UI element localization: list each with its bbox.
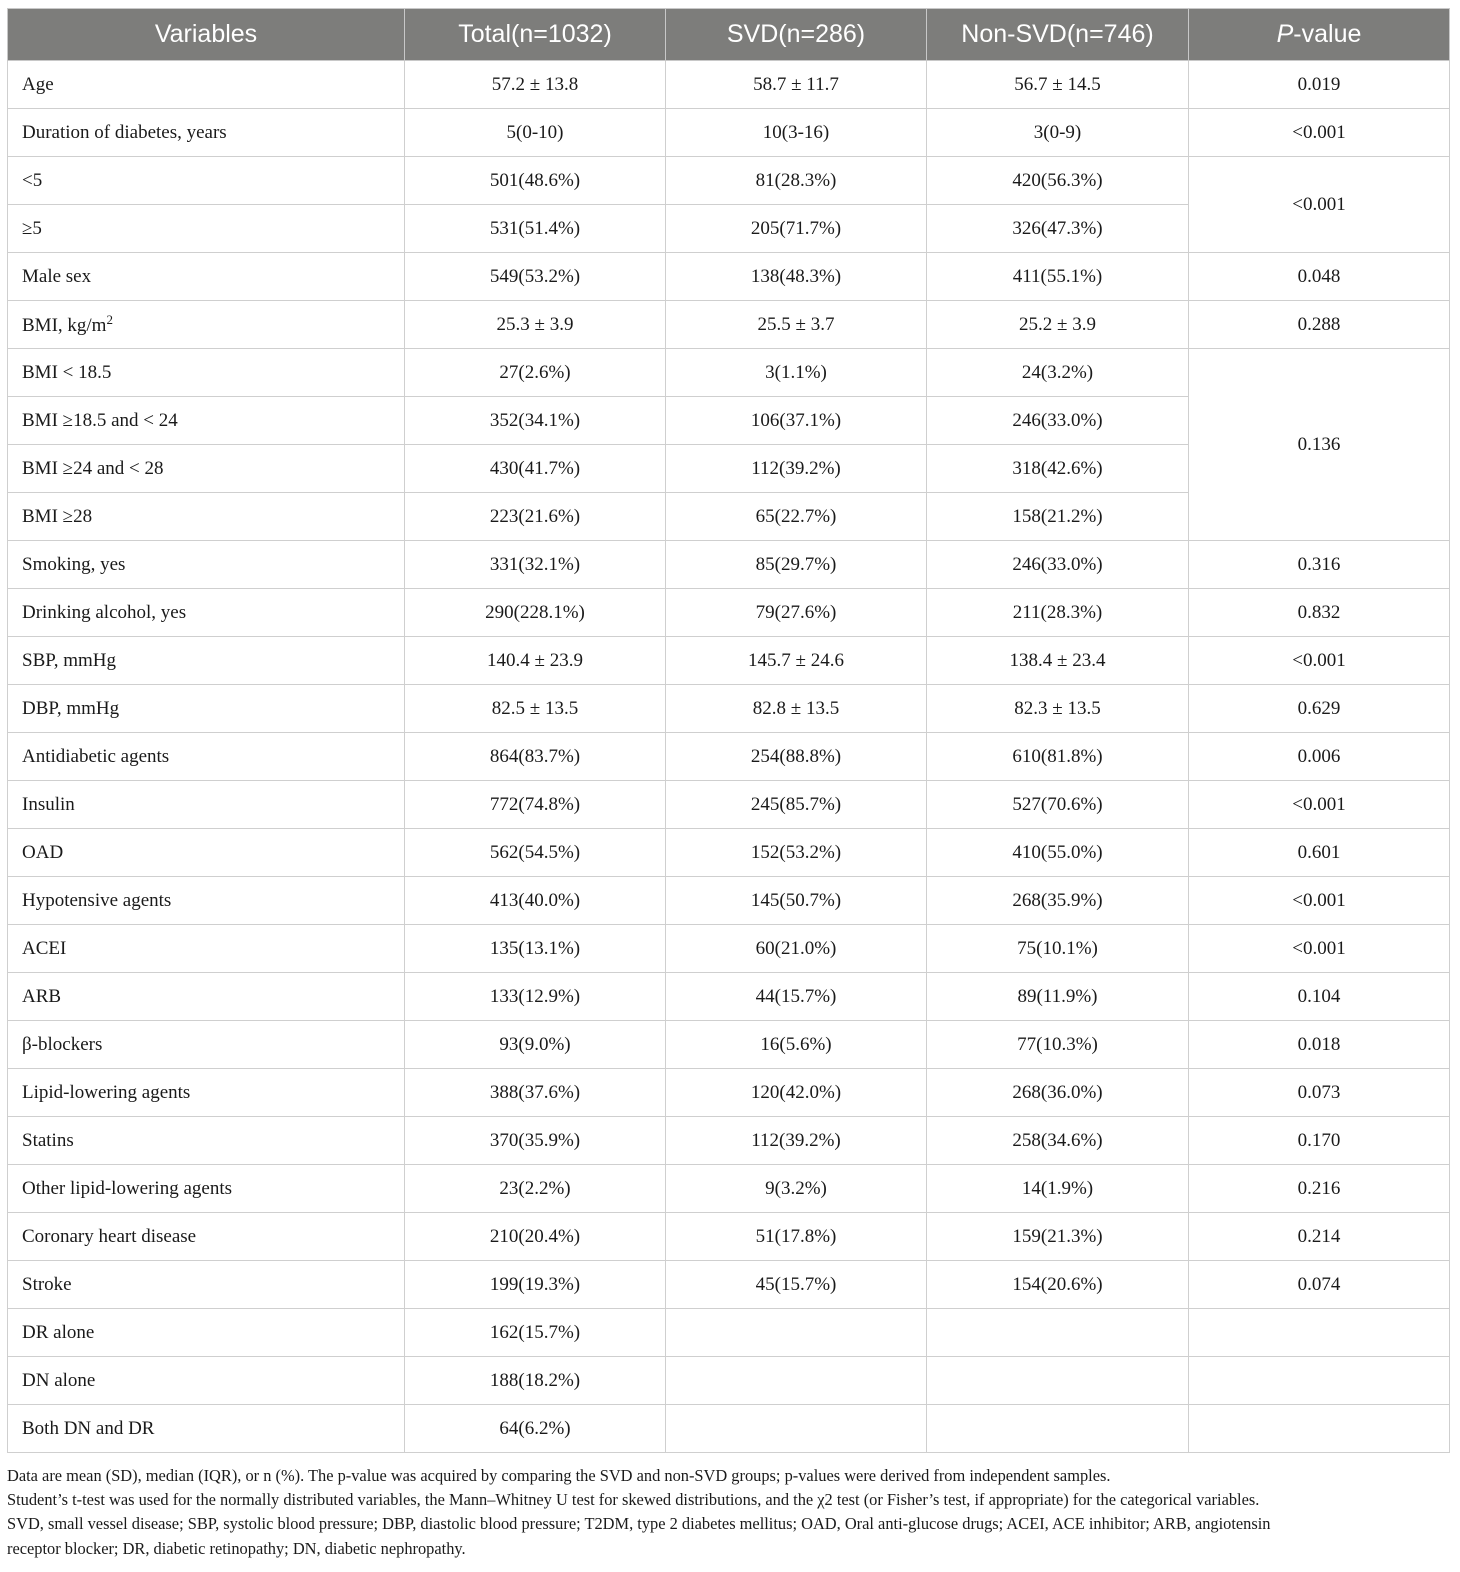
cell-p-value: <0.001 xyxy=(1189,157,1450,253)
table-row xyxy=(8,1165,1450,1213)
cell-total: 772(74.8%) xyxy=(405,781,666,829)
table-row xyxy=(8,781,1450,829)
table-row xyxy=(8,589,1450,637)
cell-non-svd: 527(70.6%) xyxy=(927,781,1189,829)
header-p-rest: -value xyxy=(1293,20,1362,48)
cell-svd: 152(53.2%) xyxy=(666,829,927,877)
cell-non-svd: 326(47.3%) xyxy=(927,205,1189,253)
cell-svd: 44(15.7%) xyxy=(666,973,927,1021)
cell-variable: ARB xyxy=(8,973,405,1021)
cell-p-value: <0.001 xyxy=(1189,781,1450,829)
cell-variable: Lipid-lowering agents xyxy=(8,1069,405,1117)
cell-non-svd: 246(33.0%) xyxy=(927,541,1189,589)
cell-variable: ≥5 xyxy=(8,205,405,253)
cell-total: 135(13.1%) xyxy=(405,925,666,973)
cell-total: 290(228.1%) xyxy=(405,589,666,637)
cell-total: 370(35.9%) xyxy=(405,1117,666,1165)
baseline-characteristics-table xyxy=(7,8,1450,1453)
cell-variable: DN alone xyxy=(8,1357,405,1405)
cell-total: 223(21.6%) xyxy=(405,493,666,541)
cell-svd: 254(88.8%) xyxy=(666,733,927,781)
cell-variable: ACEI xyxy=(8,925,405,973)
cell-p-value: 0.316 xyxy=(1189,541,1450,589)
cell-total: 140.4 ± 23.9 xyxy=(405,637,666,685)
cell-p-value: 0.074 xyxy=(1189,1261,1450,1309)
footnote-line: Data are mean (SD), median (IQR), or n (%). The p-value was acquired by comparing the SVD and non-SVD groups; p-values were derived from independent samples. xyxy=(7,1466,1111,1485)
cell-total: 352(34.1%) xyxy=(405,397,666,445)
cell-variable: DBP, mmHg xyxy=(8,685,405,733)
cell-total: 25.3 ± 3.9 xyxy=(405,301,666,349)
cell-variable: Coronary heart disease xyxy=(8,1213,405,1261)
cell-variable: BMI < 18.5 xyxy=(8,349,405,397)
cell-svd: 51(17.8%) xyxy=(666,1213,927,1261)
cell-non-svd: 24(3.2%) xyxy=(927,349,1189,397)
cell-total: 562(54.5%) xyxy=(405,829,666,877)
cell-variable: β-blockers xyxy=(8,1021,405,1069)
cell-svd: 245(85.7%) xyxy=(666,781,927,829)
cell-svd: 58.7 ± 11.7 xyxy=(666,61,927,109)
cell-variable: SBP, mmHg xyxy=(8,637,405,685)
cell-svd: 3(1.1%) xyxy=(666,349,927,397)
cell-non-svd: 77(10.3%) xyxy=(927,1021,1189,1069)
cell-non-svd xyxy=(927,1309,1189,1357)
table-row xyxy=(8,253,1450,301)
cell-non-svd xyxy=(927,1357,1189,1405)
cell-total: 430(41.7%) xyxy=(405,445,666,493)
cell-p-value: 0.073 xyxy=(1189,1069,1450,1117)
cell-p-value: 0.832 xyxy=(1189,589,1450,637)
cell-non-svd: 56.7 ± 14.5 xyxy=(927,61,1189,109)
table-row xyxy=(8,829,1450,877)
cell-total: 210(20.4%) xyxy=(405,1213,666,1261)
table-row xyxy=(8,1021,1450,1069)
cell-p-value xyxy=(1189,1357,1450,1405)
cell-non-svd: 138.4 ± 23.4 xyxy=(927,637,1189,685)
cell-non-svd: 82.3 ± 13.5 xyxy=(927,685,1189,733)
cell-svd: 106(37.1%) xyxy=(666,397,927,445)
cell-p-value: 0.214 xyxy=(1189,1213,1450,1261)
cell-total: 27(2.6%) xyxy=(405,349,666,397)
cell-svd xyxy=(666,1357,927,1405)
cell-p-value: 0.006 xyxy=(1189,733,1450,781)
cell-variable: Statins xyxy=(8,1117,405,1165)
header-total: Total(n=1032) xyxy=(405,9,666,61)
table-row xyxy=(8,925,1450,973)
cell-svd: 138(48.3%) xyxy=(666,253,927,301)
cell-total: 93(9.0%) xyxy=(405,1021,666,1069)
cell-non-svd: 268(36.0%) xyxy=(927,1069,1189,1117)
table-row xyxy=(8,1213,1450,1261)
cell-non-svd: 89(11.9%) xyxy=(927,973,1189,1021)
cell-non-svd: 411(55.1%) xyxy=(927,253,1189,301)
table-row xyxy=(8,637,1450,685)
cell-variable-superscript: 2 xyxy=(106,312,113,327)
cell-p-value: 0.104 xyxy=(1189,973,1450,1021)
cell-svd: 145.7 ± 24.6 xyxy=(666,637,927,685)
cell-svd: 10(3-16) xyxy=(666,109,927,157)
cell-variable: Stroke xyxy=(8,1261,405,1309)
cell-svd: 120(42.0%) xyxy=(666,1069,927,1117)
cell-variable-text: BMI, kg/m xyxy=(22,315,107,336)
table-row xyxy=(8,349,1450,397)
cell-variable: <5 xyxy=(8,157,405,205)
table-row xyxy=(8,685,1450,733)
cell-variable: Drinking alcohol, yes xyxy=(8,589,405,637)
table-row xyxy=(8,1261,1450,1309)
table-row xyxy=(8,973,1450,1021)
cell-p-value xyxy=(1189,1309,1450,1357)
cell-p-value: 0.629 xyxy=(1189,685,1450,733)
cell-svd xyxy=(666,1405,927,1453)
cell-total: 23(2.2%) xyxy=(405,1165,666,1213)
cell-svd: 145(50.7%) xyxy=(666,877,927,925)
cell-svd: 16(5.6%) xyxy=(666,1021,927,1069)
cell-svd: 81(28.3%) xyxy=(666,157,927,205)
cell-non-svd: 268(35.9%) xyxy=(927,877,1189,925)
cell-variable: Insulin xyxy=(8,781,405,829)
table-row xyxy=(8,61,1450,109)
cell-non-svd xyxy=(927,1405,1189,1453)
cell-variable: BMI ≥24 and < 28 xyxy=(8,445,405,493)
cell-p-value: 0.048 xyxy=(1189,253,1450,301)
table-row xyxy=(8,541,1450,589)
cell-p-value: 0.170 xyxy=(1189,1117,1450,1165)
cell-variable xyxy=(8,301,405,349)
cell-non-svd: 3(0-9) xyxy=(927,109,1189,157)
cell-non-svd: 75(10.1%) xyxy=(927,925,1189,973)
cell-total: 388(37.6%) xyxy=(405,1069,666,1117)
footnote-line: SVD, small vessel disease; SBP, systolic blood pressure; DBP, diastolic blood pressure; T2DM, type 2 diabetes mellitus; OAD, Oral anti-glucose drugs; ACEI, ACE inhibitor; ARB, angiotensin xyxy=(7,1514,1271,1534)
cell-variable: Age xyxy=(8,61,405,109)
cell-variable: OAD xyxy=(8,829,405,877)
cell-total: 82.5 ± 13.5 xyxy=(405,685,666,733)
cell-total: 64(6.2%) xyxy=(405,1405,666,1453)
cell-variable: Antidiabetic agents xyxy=(8,733,405,781)
table-footnote xyxy=(7,1464,1455,1561)
cell-total: 549(53.2%) xyxy=(405,253,666,301)
cell-non-svd: 159(21.3%) xyxy=(927,1213,1189,1261)
table-row xyxy=(8,1405,1450,1453)
table-row xyxy=(8,1069,1450,1117)
cell-total: 864(83.7%) xyxy=(405,733,666,781)
cell-p-value: 0.136 xyxy=(1189,349,1450,541)
table-row xyxy=(8,301,1450,349)
footnote-line: receptor blocker; DR, diabetic retinopathy; DN, diabetic nephropathy. xyxy=(7,1538,466,1558)
table-row xyxy=(8,1309,1450,1357)
footnote-line: Student’s t-test was used for the normally distributed variables, the Mann–Whitney U test for skewed distributions, and the χ2 test (or Fisher’s test, if appropriate) for the categorical variables. xyxy=(7,1490,1260,1510)
table-header-row xyxy=(8,9,1450,61)
cell-total: 531(51.4%) xyxy=(405,205,666,253)
cell-p-value: <0.001 xyxy=(1189,637,1450,685)
cell-svd: 45(15.7%) xyxy=(666,1261,927,1309)
cell-p-value: 0.288 xyxy=(1189,301,1450,349)
cell-variable: Other lipid-lowering agents xyxy=(8,1165,405,1213)
cell-variable: BMI ≥18.5 and < 24 xyxy=(8,397,405,445)
cell-total: 501(48.6%) xyxy=(405,157,666,205)
cell-non-svd: 318(42.6%) xyxy=(927,445,1189,493)
table-row xyxy=(8,877,1450,925)
cell-non-svd: 158(21.2%) xyxy=(927,493,1189,541)
cell-total: 188(18.2%) xyxy=(405,1357,666,1405)
cell-non-svd: 211(28.3%) xyxy=(927,589,1189,637)
cell-svd xyxy=(666,1309,927,1357)
cell-svd: 79(27.6%) xyxy=(666,589,927,637)
cell-total: 133(12.9%) xyxy=(405,973,666,1021)
cell-total: 331(32.1%) xyxy=(405,541,666,589)
table-row xyxy=(8,1357,1450,1405)
cell-total: 413(40.0%) xyxy=(405,877,666,925)
cell-variable: Male sex xyxy=(8,253,405,301)
cell-svd: 85(29.7%) xyxy=(666,541,927,589)
cell-svd: 112(39.2%) xyxy=(666,445,927,493)
header-p-italic: P xyxy=(1276,20,1294,48)
cell-p-value: 0.216 xyxy=(1189,1165,1450,1213)
cell-variable: BMI ≥28 xyxy=(8,493,405,541)
cell-p-value: 0.601 xyxy=(1189,829,1450,877)
cell-p-value xyxy=(1189,1405,1450,1453)
table-container xyxy=(7,8,1449,1453)
cell-total: 5(0-10) xyxy=(405,109,666,157)
table-row xyxy=(8,1117,1450,1165)
cell-svd: 82.8 ± 13.5 xyxy=(666,685,927,733)
cell-non-svd: 25.2 ± 3.9 xyxy=(927,301,1189,349)
cell-total: 162(15.7%) xyxy=(405,1309,666,1357)
cell-non-svd: 610(81.8%) xyxy=(927,733,1189,781)
cell-svd: 9(3.2%) xyxy=(666,1165,927,1213)
cell-svd: 60(21.0%) xyxy=(666,925,927,973)
cell-svd: 65(22.7%) xyxy=(666,493,927,541)
header-p-value xyxy=(1189,9,1450,61)
cell-svd: 25.5 ± 3.7 xyxy=(666,301,927,349)
cell-non-svd: 154(20.6%) xyxy=(927,1261,1189,1309)
table-row xyxy=(8,733,1450,781)
header-svd: SVD(n=286) xyxy=(666,9,927,61)
cell-non-svd: 258(34.6%) xyxy=(927,1117,1189,1165)
cell-non-svd: 410(55.0%) xyxy=(927,829,1189,877)
header-non-svd: Non-SVD(n=746) xyxy=(927,9,1189,61)
cell-non-svd: 246(33.0%) xyxy=(927,397,1189,445)
cell-variable: DR alone xyxy=(8,1309,405,1357)
cell-total: 57.2 ± 13.8 xyxy=(405,61,666,109)
cell-non-svd: 14(1.9%) xyxy=(927,1165,1189,1213)
header-variables: Variables xyxy=(8,9,405,61)
table-row xyxy=(8,109,1450,157)
cell-p-value: 0.018 xyxy=(1189,1021,1450,1069)
cell-p-value: 0.019 xyxy=(1189,61,1450,109)
cell-variable: Duration of diabetes, years xyxy=(8,109,405,157)
cell-non-svd: 420(56.3%) xyxy=(927,157,1189,205)
cell-variable: Both DN and DR xyxy=(8,1405,405,1453)
cell-p-value: <0.001 xyxy=(1189,877,1450,925)
cell-p-value: <0.001 xyxy=(1189,109,1450,157)
cell-total: 199(19.3%) xyxy=(405,1261,666,1309)
cell-svd: 205(71.7%) xyxy=(666,205,927,253)
cell-variable: Smoking, yes xyxy=(8,541,405,589)
table-row xyxy=(8,157,1450,205)
cell-svd: 112(39.2%) xyxy=(666,1117,927,1165)
cell-variable: Hypotensive agents xyxy=(8,877,405,925)
cell-p-value: <0.001 xyxy=(1189,925,1450,973)
